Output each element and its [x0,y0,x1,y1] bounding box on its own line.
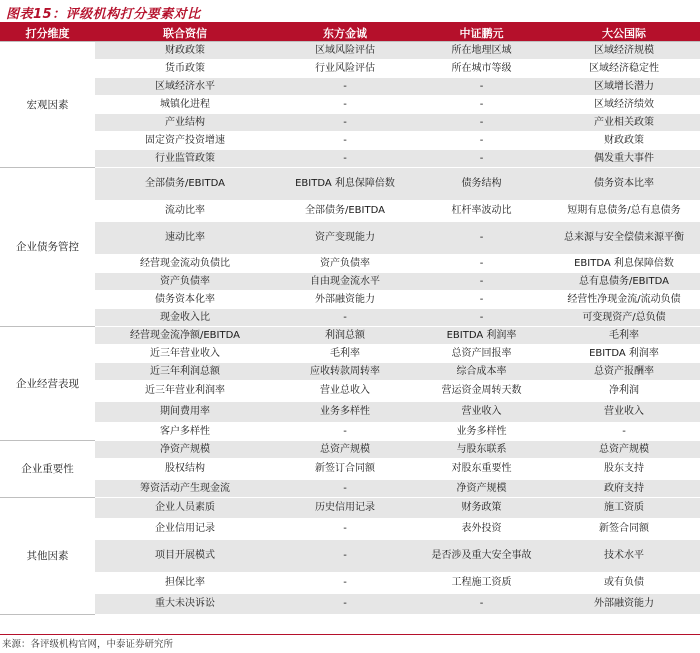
zhongzheng-cell: 经营性净现金流/流动负债 [548,291,700,309]
zhongzheng-cell: 区域经济稳定性 [548,60,700,78]
factor-cell: 近三年营业利润率 [95,381,275,402]
dongfang-cell: 所在城市等级 [415,60,548,78]
category-cell: 其他因素 [0,498,95,615]
bottom-rule [0,634,700,635]
factor-cell: 企业信用记录 [95,519,275,540]
table-row [0,201,700,222]
dongfang-cell: 财务政策 [415,498,548,519]
lianhe-cell: 区域风险评估 [275,42,415,60]
dongfang-cell: - [415,132,548,150]
category-cell: 企业债务管控 [0,168,95,327]
lianhe-cell: - [275,114,415,132]
zhongzheng-cell: 施工资质 [548,498,700,519]
table-row [0,540,700,573]
zhongzheng-cell: 偶发重大事件 [548,150,700,168]
lianhe-cell: 毛利率 [275,345,415,363]
zhongzheng-cell: 总资产报酬率 [548,363,700,381]
table-row [0,423,700,441]
source-note: 来源：各评级机构官网，中泰证券研究所 [2,639,174,650]
lianhe-cell: - [275,132,415,150]
lianhe-cell: 营业总收入 [275,381,415,402]
lianhe-cell: 自由现金流水平 [275,273,415,291]
dongfang-cell: 净资产规模 [415,480,548,498]
table-row [0,273,700,291]
table-row [0,363,700,381]
factor-cell: 经营现金流净额/EBITDA [95,327,275,345]
table-row [0,222,700,255]
header-row [0,24,700,42]
lianhe-cell: - [275,540,415,573]
dongfang-cell: - [415,114,548,132]
dongfang-cell: 杠杆率波动比 [415,201,548,222]
zhongzheng-cell: 股东支持 [548,459,700,480]
zhongzheng-cell: 总来源与安全偿债来源平衡 [548,222,700,255]
lianhe-cell: - [275,573,415,594]
dongfang-cell: - [415,222,548,255]
lianhe-cell: 应收转款周转率 [275,363,415,381]
lianhe-cell: EBITDA 利息保障倍数 [275,168,415,201]
lianhe-cell: - [275,480,415,498]
zhongzheng-cell: 净利润 [548,381,700,402]
zhongzheng-cell: 短期有息债务/总有息债务 [548,201,700,222]
dongfang-cell: 是否涉及重大安全事故 [415,540,548,573]
table-row [0,96,700,114]
dongfang-cell: 营运资金周转天数 [415,381,548,402]
lianhe-cell: - [275,96,415,114]
zhongzheng-cell: 区域增长潜力 [548,78,700,96]
factor-cell: 近三年营业收入 [95,345,275,363]
dongfang-cell: - [415,594,548,615]
factor-cell: 近三年利润总额 [95,363,275,381]
factor-cell: 区域经济水平 [95,78,275,96]
dongfang-cell: - [415,291,548,309]
factor-cell: 现金收入比 [95,309,275,327]
table-row [0,78,700,96]
table-row [0,309,700,327]
dongfang-cell: 综合成本率 [415,363,548,381]
dongfang-cell: - [415,78,548,96]
table-row [0,60,700,78]
table-row [0,480,700,498]
header-dimension: 打分维度 [0,24,95,42]
category-cell: 宏观因素 [0,42,95,168]
factor-cell: 财政政策 [95,42,275,60]
header-lianhe: 联合资信 [95,24,275,42]
lianhe-cell: - [275,423,415,441]
category-cell: 企业经营表现 [0,327,95,441]
dongfang-cell: 工程施工资质 [415,573,548,594]
lianhe-cell: 资产变现能力 [275,222,415,255]
factor-cell: 客户多样性 [95,423,275,441]
factor-comparison-table [0,24,700,615]
factor-cell: 固定资产投资增速 [95,132,275,150]
zhongzheng-cell: 技术水平 [548,540,700,573]
factor-cell: 净资产规模 [95,441,275,459]
dongfang-cell: - [415,309,548,327]
lianhe-cell: 历史信用记录 [275,498,415,519]
factor-cell: 股权结构 [95,459,275,480]
zhongzheng-cell: 或有负债 [548,573,700,594]
factor-cell: 经营现金流动负债比 [95,255,275,273]
table-row [0,594,700,615]
table-row [0,114,700,132]
table-row [0,255,700,273]
lianhe-cell: - [275,519,415,540]
lianhe-cell: - [275,309,415,327]
dongfang-cell: - [415,150,548,168]
dongfang-cell: 所在地理区域 [415,42,548,60]
factor-cell: 城镇化进程 [95,96,275,114]
dongfang-cell: 营业收入 [415,402,548,423]
lianhe-cell: 全部债务/EBITDA [275,201,415,222]
lianhe-cell: - [275,594,415,615]
dongfang-cell: - [415,273,548,291]
factor-cell: 产业结构 [95,114,275,132]
zhongzheng-cell: 区域经济绩效 [548,96,700,114]
table-row [0,459,700,480]
factor-cell: 重大未决诉讼 [95,594,275,615]
factor-cell: 货币政策 [95,60,275,78]
dongfang-cell: - [415,255,548,273]
table-row [0,441,700,459]
lianhe-cell: 新签订合同额 [275,459,415,480]
table-row [0,498,700,519]
factor-cell: 全部债务/EBITDA [95,168,275,201]
factor-cell: 行业监管政策 [95,150,275,168]
zhongzheng-cell: 总有息债务/EBITDA [548,273,700,291]
factor-cell: 期间费用率 [95,402,275,423]
zhongzheng-cell: 总资产规模 [548,441,700,459]
dongfang-cell: EBITDA 利润率 [415,327,548,345]
lianhe-cell: 利润总额 [275,327,415,345]
lianhe-cell: 资产负债率 [275,255,415,273]
figure-title: 图表15：评级机构打分要素对比 [6,7,201,22]
factor-cell: 速动比率 [95,222,275,255]
factor-cell: 债务资本化率 [95,291,275,309]
lianhe-cell: - [275,78,415,96]
table-row [0,519,700,540]
zhongzheng-cell: EBITDA 利息保障倍数 [548,255,700,273]
table-row [0,150,700,168]
zhongzheng-cell: 新签合同额 [548,519,700,540]
zhongzheng-cell: 营业收入 [548,402,700,423]
lianhe-cell: - [275,150,415,168]
factor-cell: 企业人员素质 [95,498,275,519]
zhongzheng-cell: - [548,423,700,441]
lianhe-cell: 业务多样性 [275,402,415,423]
table-row [0,132,700,150]
zhongzheng-cell: 外部融资能力 [548,594,700,615]
factor-cell: 担保比率 [95,573,275,594]
zhongzheng-cell: 区域经济规模 [548,42,700,60]
lianhe-cell: 总资产规模 [275,441,415,459]
zhongzheng-cell: 政府支持 [548,480,700,498]
table-row [0,402,700,423]
table-row [0,327,700,345]
zhongzheng-cell: 财政政策 [548,132,700,150]
factor-cell: 资产负债率 [95,273,275,291]
factor-cell: 筹资活动产生现金流 [95,480,275,498]
zhongzheng-cell: 产业相关政策 [548,114,700,132]
lianhe-cell: 行业风险评估 [275,60,415,78]
header-zhongzheng: 中证鹏元 [415,24,548,42]
table-row [0,291,700,309]
table-row [0,381,700,402]
zhongzheng-cell: 可变现资产/总负债 [548,309,700,327]
factor-cell: 流动比率 [95,201,275,222]
category-cell: 企业重要性 [0,441,95,498]
table-row [0,573,700,594]
dongfang-cell: - [415,96,548,114]
zhongzheng-cell: 毛利率 [548,327,700,345]
dongfang-cell: 业务多样性 [415,423,548,441]
dongfang-cell: 与股东联系 [415,441,548,459]
lianhe-cell: 外部融资能力 [275,291,415,309]
table-row [0,42,700,60]
dongfang-cell: 债务结构 [415,168,548,201]
zhongzheng-cell: EBITDA 利润率 [548,345,700,363]
table-row [0,345,700,363]
header-dagong: 大公国际 [548,24,700,42]
header-dongfang: 东方金诚 [275,24,415,42]
table-body [0,42,700,615]
zhongzheng-cell: 债务资本比率 [548,168,700,201]
table-row [0,168,700,201]
dongfang-cell: 总资产回报率 [415,345,548,363]
factor-cell: 项目开展模式 [95,540,275,573]
dongfang-cell: 对股东重要性 [415,459,548,480]
dongfang-cell: 表外投资 [415,519,548,540]
